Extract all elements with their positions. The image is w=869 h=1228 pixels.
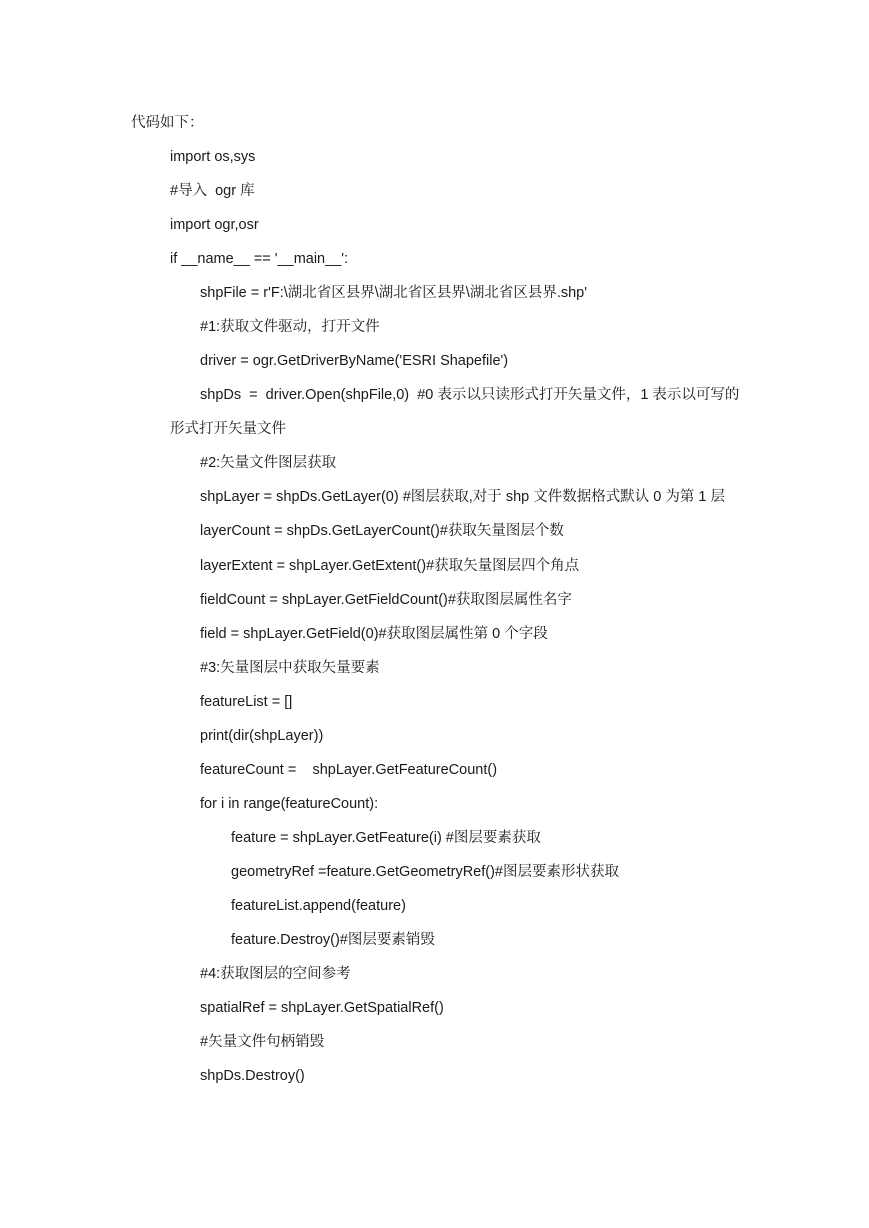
code-line: geometryRef =feature.GetGeometryRef()#图层要素形状获取 — [231, 864, 619, 880]
intro-text: 代码如下： — [131, 115, 204, 131]
code-line: #3:矢量图层中获取矢量要素 — [200, 660, 380, 676]
code-line: featureList.append(feature) — [231, 898, 406, 914]
code-line: featureCount = shpLayer.GetFeatureCount() — [200, 762, 498, 778]
code-line: fieldCount = shpLayer.GetFieldCount()#获取图层属性名字 — [200, 592, 572, 608]
code-line: layerCount = shpDs.GetLayerCount()#获取矢量图层个数 — [200, 523, 564, 539]
code-line: import ogr,osr — [170, 217, 259, 233]
code-line: feature.Destroy()#图层要素销毁 — [231, 932, 435, 948]
code-line: #2:矢量文件图层获取 — [200, 455, 337, 471]
code-line: shpDs = driver.Open(shpFile,0) #0 表示以只读形式打开矢量文件，1 表示以可写的 — [200, 387, 740, 403]
code-line: feature = shpLayer.GetFeature(i) #图层要素获取 — [231, 830, 541, 846]
code-line: #4:获取图层的空间参考 — [200, 966, 351, 982]
code-line: import os,sys — [170, 149, 256, 165]
code-line-continuation: 形式打开矢量文件 — [170, 421, 286, 437]
code-line: shpDs.Destroy() — [200, 1068, 305, 1084]
code-line: #1:获取文件驱动，打开文件 — [200, 319, 380, 335]
code-line: if __name__ == '__main__': — [170, 251, 349, 267]
code-line: shpLayer = shpDs.GetLayer(0) #图层获取,对于 shp 文件数据格式默认 0 为第 1 层 — [200, 489, 725, 505]
code-line: driver = ogr.GetDriverByName('ESRI Shapefile') — [200, 353, 509, 369]
code-line: spatialRef = shpLayer.GetSpatialRef() — [200, 1000, 444, 1016]
code-line: print(dir(shpLayer)) — [200, 728, 324, 744]
code-line: layerExtent = shpLayer.GetExtent()#获取矢量图层四个角点 — [200, 558, 580, 574]
code-line: field = shpLayer.GetField(0)#获取图层属性第 0 个字段 — [200, 626, 548, 642]
code-line: #导入 ogr 库 — [170, 183, 255, 199]
code-line: featureList = [] — [200, 694, 293, 710]
code-line: #矢量文件句柄销毁 — [200, 1034, 325, 1050]
code-line: for i in range(featureCount): — [200, 796, 379, 812]
code-line: shpFile = r'F:\湖北省区县界\湖北省区县界\湖北省区县界.shp' — [200, 285, 588, 301]
